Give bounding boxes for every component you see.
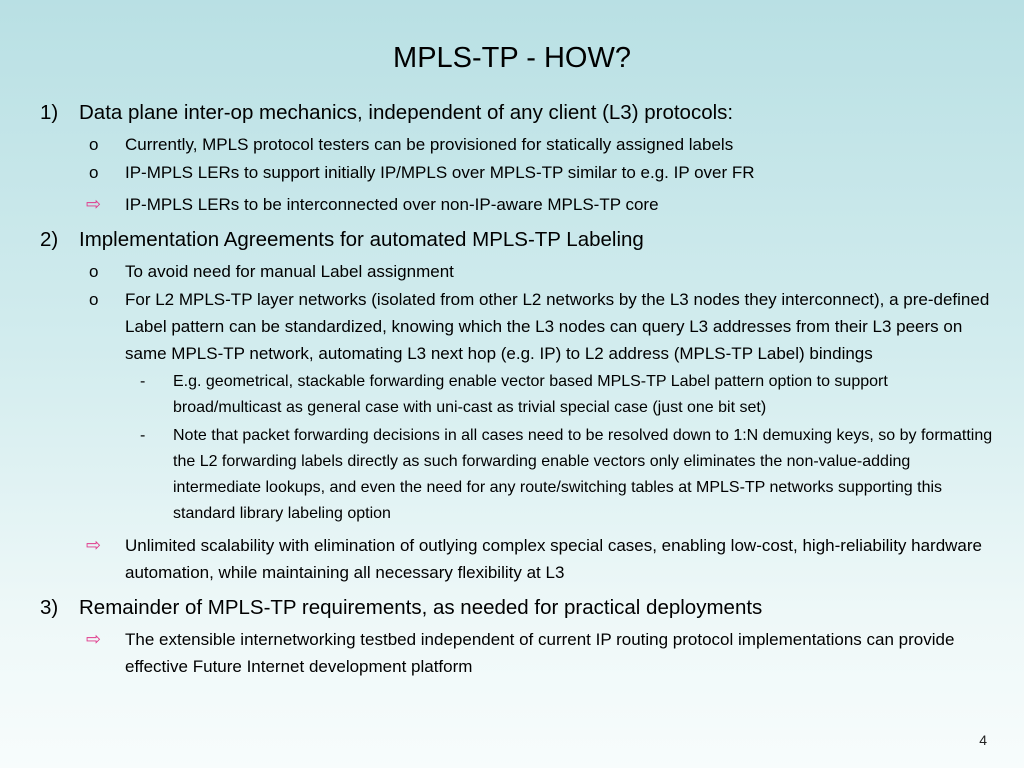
- slide-title: MPLS-TP - HOW?: [393, 42, 631, 74]
- list-item-text: For L2 MPLS-TP layer networks (isolated from other L2 networks by the L3 nodes they interconnect), a pre-defined Label pattern can be standardized, knowing which the L3 nodes can query L3 addresses from their L3 peers on same MPLS-TP network, automating L3 next hop (e.g. IP) to L2 address (MPLS-TP Label) bindings: [125, 290, 990, 363]
- list-item: [0, 191, 1024, 218]
- list-item-text: Data plane inter-op mechanics, independent of any client (L3) protocols:: [79, 101, 734, 124]
- dash-bullet-icon: -: [140, 373, 146, 390]
- bullet-icon: o: [89, 135, 99, 154]
- bullet-icon: o: [89, 262, 99, 281]
- list-item: [0, 423, 1024, 527]
- list-item-text: E.g. geometrical, stackable forwarding enable vector based MPLS-TP Label pattern option to support broad/multicast as general case with uni-cast as trivial special case (just one bit set): [173, 373, 888, 416]
- slide-body: [0, 100, 1024, 680]
- arrow-right-icon: ⇨: [86, 535, 102, 555]
- arrow-right-icon: ⇨: [86, 194, 102, 214]
- list-item: [0, 286, 1024, 367]
- list-item: [0, 100, 1024, 126]
- list-number: 2): [40, 228, 59, 251]
- list-item-text: Unlimited scalability with elimination of outlying complex special cases, enabling low-cost, high-reliability hardware automation, while maintaining all necessary flexibility at L3: [125, 536, 983, 582]
- list-number: 3): [40, 596, 59, 619]
- page-number: 4: [979, 732, 987, 748]
- list-item-text: IP-MPLS LERs to be interconnected over non-IP-aware MPLS-TP core: [125, 195, 659, 214]
- list-item-text: The extensible internetworking testbed independent of current IP routing protocol implementations can provide effective Future Internet development platform: [125, 630, 955, 676]
- list-item: [0, 227, 1024, 253]
- bullet-icon: o: [89, 290, 99, 309]
- list-item: [0, 626, 1024, 680]
- bullet-icon: o: [89, 163, 99, 182]
- list-item-text: Remainder of MPLS-TP requirements, as needed for practical deployments: [79, 596, 763, 619]
- list-number: 1): [40, 101, 59, 124]
- arrow-right-icon: ⇨: [86, 629, 102, 649]
- list-item-text: Currently, MPLS protocol testers can be provisioned for statically assigned labels: [125, 135, 734, 154]
- list-item-text: Implementation Agreements for automated MPLS-TP Labeling: [79, 228, 644, 251]
- list-item: [0, 159, 1024, 186]
- dash-bullet-icon: -: [140, 427, 146, 444]
- list-item: [0, 532, 1024, 586]
- list-item-text: Note that packet forwarding decisions in all cases need to be resolved down to 1:N demuxing keys, so by formatting the L2 forwarding labels directly as such forwarding enable vectors only eliminates the non-value-adding intermediate lookups, and even the need for any route/switching tables at MPLS-TP networks supporting this standard library labeling option: [173, 427, 993, 522]
- list-item: [0, 258, 1024, 285]
- list-item-text: IP-MPLS LERs to support initially IP/MPLS over MPLS-TP similar to e.g. IP over FR: [125, 163, 755, 182]
- list-item-text: To avoid need for manual Label assignment: [125, 262, 454, 281]
- list-item: [0, 595, 1024, 621]
- list-item: [0, 369, 1024, 421]
- list-item: [0, 131, 1024, 158]
